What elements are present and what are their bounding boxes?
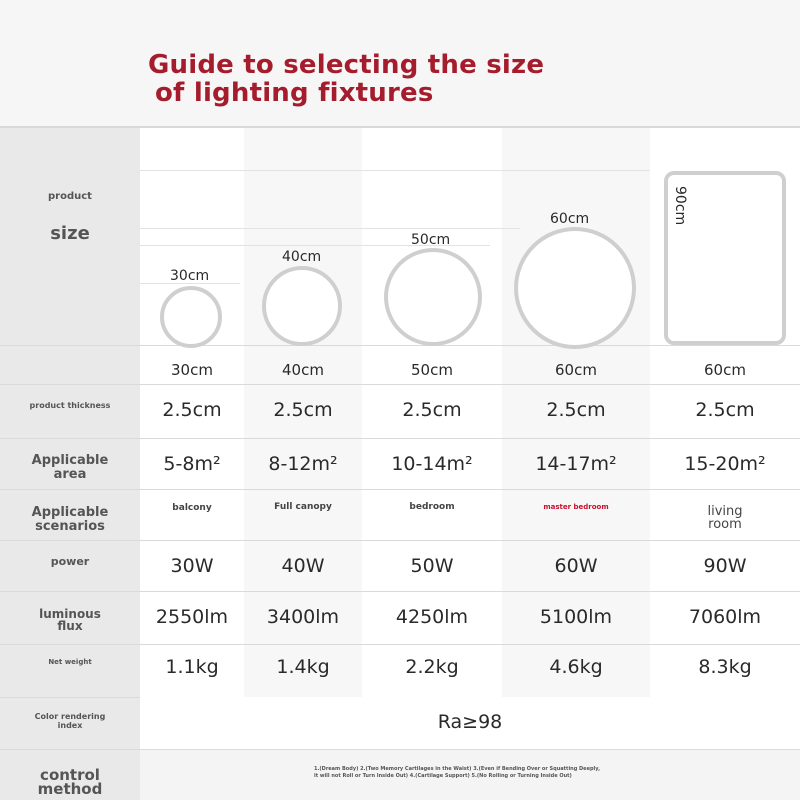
label-cri-2: index bbox=[57, 721, 83, 730]
label-net-weight: Net weight bbox=[48, 658, 92, 666]
power-90cm: 90W bbox=[703, 555, 747, 577]
label-applicable-area-1: Applicable bbox=[31, 453, 109, 468]
diagram-label-30cm: 30cm bbox=[170, 268, 210, 284]
size-50cm: 50cm bbox=[411, 361, 453, 379]
thickness-30cm: 2.5cm bbox=[162, 399, 222, 421]
size-30cm: 30cm bbox=[171, 361, 213, 379]
divider bbox=[0, 591, 800, 592]
area-40cm: 8-12m² bbox=[268, 453, 338, 475]
header bbox=[0, 0, 800, 127]
size-40cm: 40cm bbox=[282, 361, 324, 379]
thickness-40cm: 2.5cm bbox=[273, 399, 333, 421]
scenario-60cm: master bedroom bbox=[543, 503, 609, 511]
control-method-text-line2: it will not Roll or Turn Inside Out) 4.(Cartilage Support) 5.(No Rolling or Turning Inside Out) bbox=[314, 773, 572, 779]
lamp-60cm-ring-icon bbox=[514, 227, 636, 349]
scenario-90cm-line1: living bbox=[707, 504, 743, 519]
lamp-40cm-ring-icon bbox=[262, 266, 342, 346]
control-method-text bbox=[314, 766, 614, 780]
label-applicable-area-2: area bbox=[53, 467, 87, 482]
area-90cm: 15-20m² bbox=[684, 453, 766, 475]
label-applicable-scenarios-1: Applicable bbox=[31, 505, 109, 520]
label-control-2: method bbox=[37, 780, 103, 798]
label-product-size: size bbox=[50, 223, 90, 244]
label-power: power bbox=[50, 555, 90, 568]
label-control-1: control bbox=[40, 766, 100, 784]
weight-30cm: 1.1kg bbox=[165, 656, 219, 678]
scenario-50cm: bedroom bbox=[409, 502, 455, 512]
lamp-30cm-ring-icon bbox=[160, 286, 222, 348]
label-luminous-flux-2: flux bbox=[57, 619, 83, 633]
power-60cm: 60W bbox=[554, 555, 598, 577]
flux-60cm: 5100lm bbox=[539, 606, 613, 628]
weight-50cm: 2.2kg bbox=[405, 656, 459, 678]
thickness-90cm: 2.5cm bbox=[695, 399, 755, 421]
flux-40cm: 3400lm bbox=[266, 606, 340, 628]
divider bbox=[0, 384, 800, 385]
flux-30cm: 2550lm bbox=[155, 606, 229, 628]
weight-40cm: 1.4kg bbox=[276, 656, 330, 678]
cri-value: Ra≥98 bbox=[437, 711, 503, 733]
divider bbox=[0, 345, 800, 346]
divider bbox=[0, 438, 800, 439]
label-cri-1: Color rendering bbox=[34, 712, 106, 721]
label-product-size-top: product bbox=[48, 191, 92, 202]
divider bbox=[0, 540, 800, 541]
label-applicable-scenarios-2: scenarios bbox=[35, 519, 105, 534]
flux-50cm: 4250lm bbox=[395, 606, 469, 628]
diagram-label-90cm: 90cm bbox=[672, 186, 688, 226]
divider bbox=[0, 489, 800, 490]
guide-line bbox=[140, 170, 650, 171]
area-50cm: 10-14m² bbox=[391, 453, 473, 475]
power-50cm: 50W bbox=[410, 555, 454, 577]
weight-60cm: 4.6kg bbox=[549, 656, 603, 678]
size-90cm: 60cm bbox=[704, 361, 746, 379]
scenario-30cm: balcony bbox=[172, 503, 212, 513]
scenario-90cm-line2: room bbox=[708, 517, 742, 532]
area-60cm: 14-17m² bbox=[535, 453, 617, 475]
thickness-50cm: 2.5cm bbox=[402, 399, 462, 421]
diagram-label-50cm: 50cm bbox=[411, 232, 451, 248]
lamp-50cm-ring-icon bbox=[384, 248, 482, 346]
guide-line bbox=[140, 228, 520, 229]
thickness-60cm: 2.5cm bbox=[546, 399, 606, 421]
weight-90cm: 8.3kg bbox=[698, 656, 752, 678]
label-product-thickness: product thickness bbox=[29, 401, 111, 410]
size-60cm: 60cm bbox=[555, 361, 597, 379]
flux-90cm: 7060lm bbox=[688, 606, 762, 628]
scenario-40cm: Full canopy bbox=[274, 502, 332, 512]
power-30cm: 30W bbox=[170, 555, 214, 577]
divider bbox=[0, 127, 800, 128]
page-title-line2: of lighting fixtures bbox=[155, 78, 434, 108]
label-luminous-flux-1: luminous bbox=[39, 607, 101, 621]
divider bbox=[0, 644, 800, 645]
diagram-label-60cm: 60cm bbox=[550, 211, 590, 227]
area-30cm: 5-8m² bbox=[163, 453, 221, 475]
diagram-label-40cm: 40cm bbox=[282, 249, 322, 265]
page-title-line1: Guide to selecting the size bbox=[148, 50, 545, 80]
control-method-text-line1: 1.(Dream Body) 2.(Two Memory Cartilages in the Waist) 3.(Even if Bending Over or Squatting Deeply, bbox=[314, 766, 601, 772]
power-40cm: 40W bbox=[281, 555, 325, 577]
